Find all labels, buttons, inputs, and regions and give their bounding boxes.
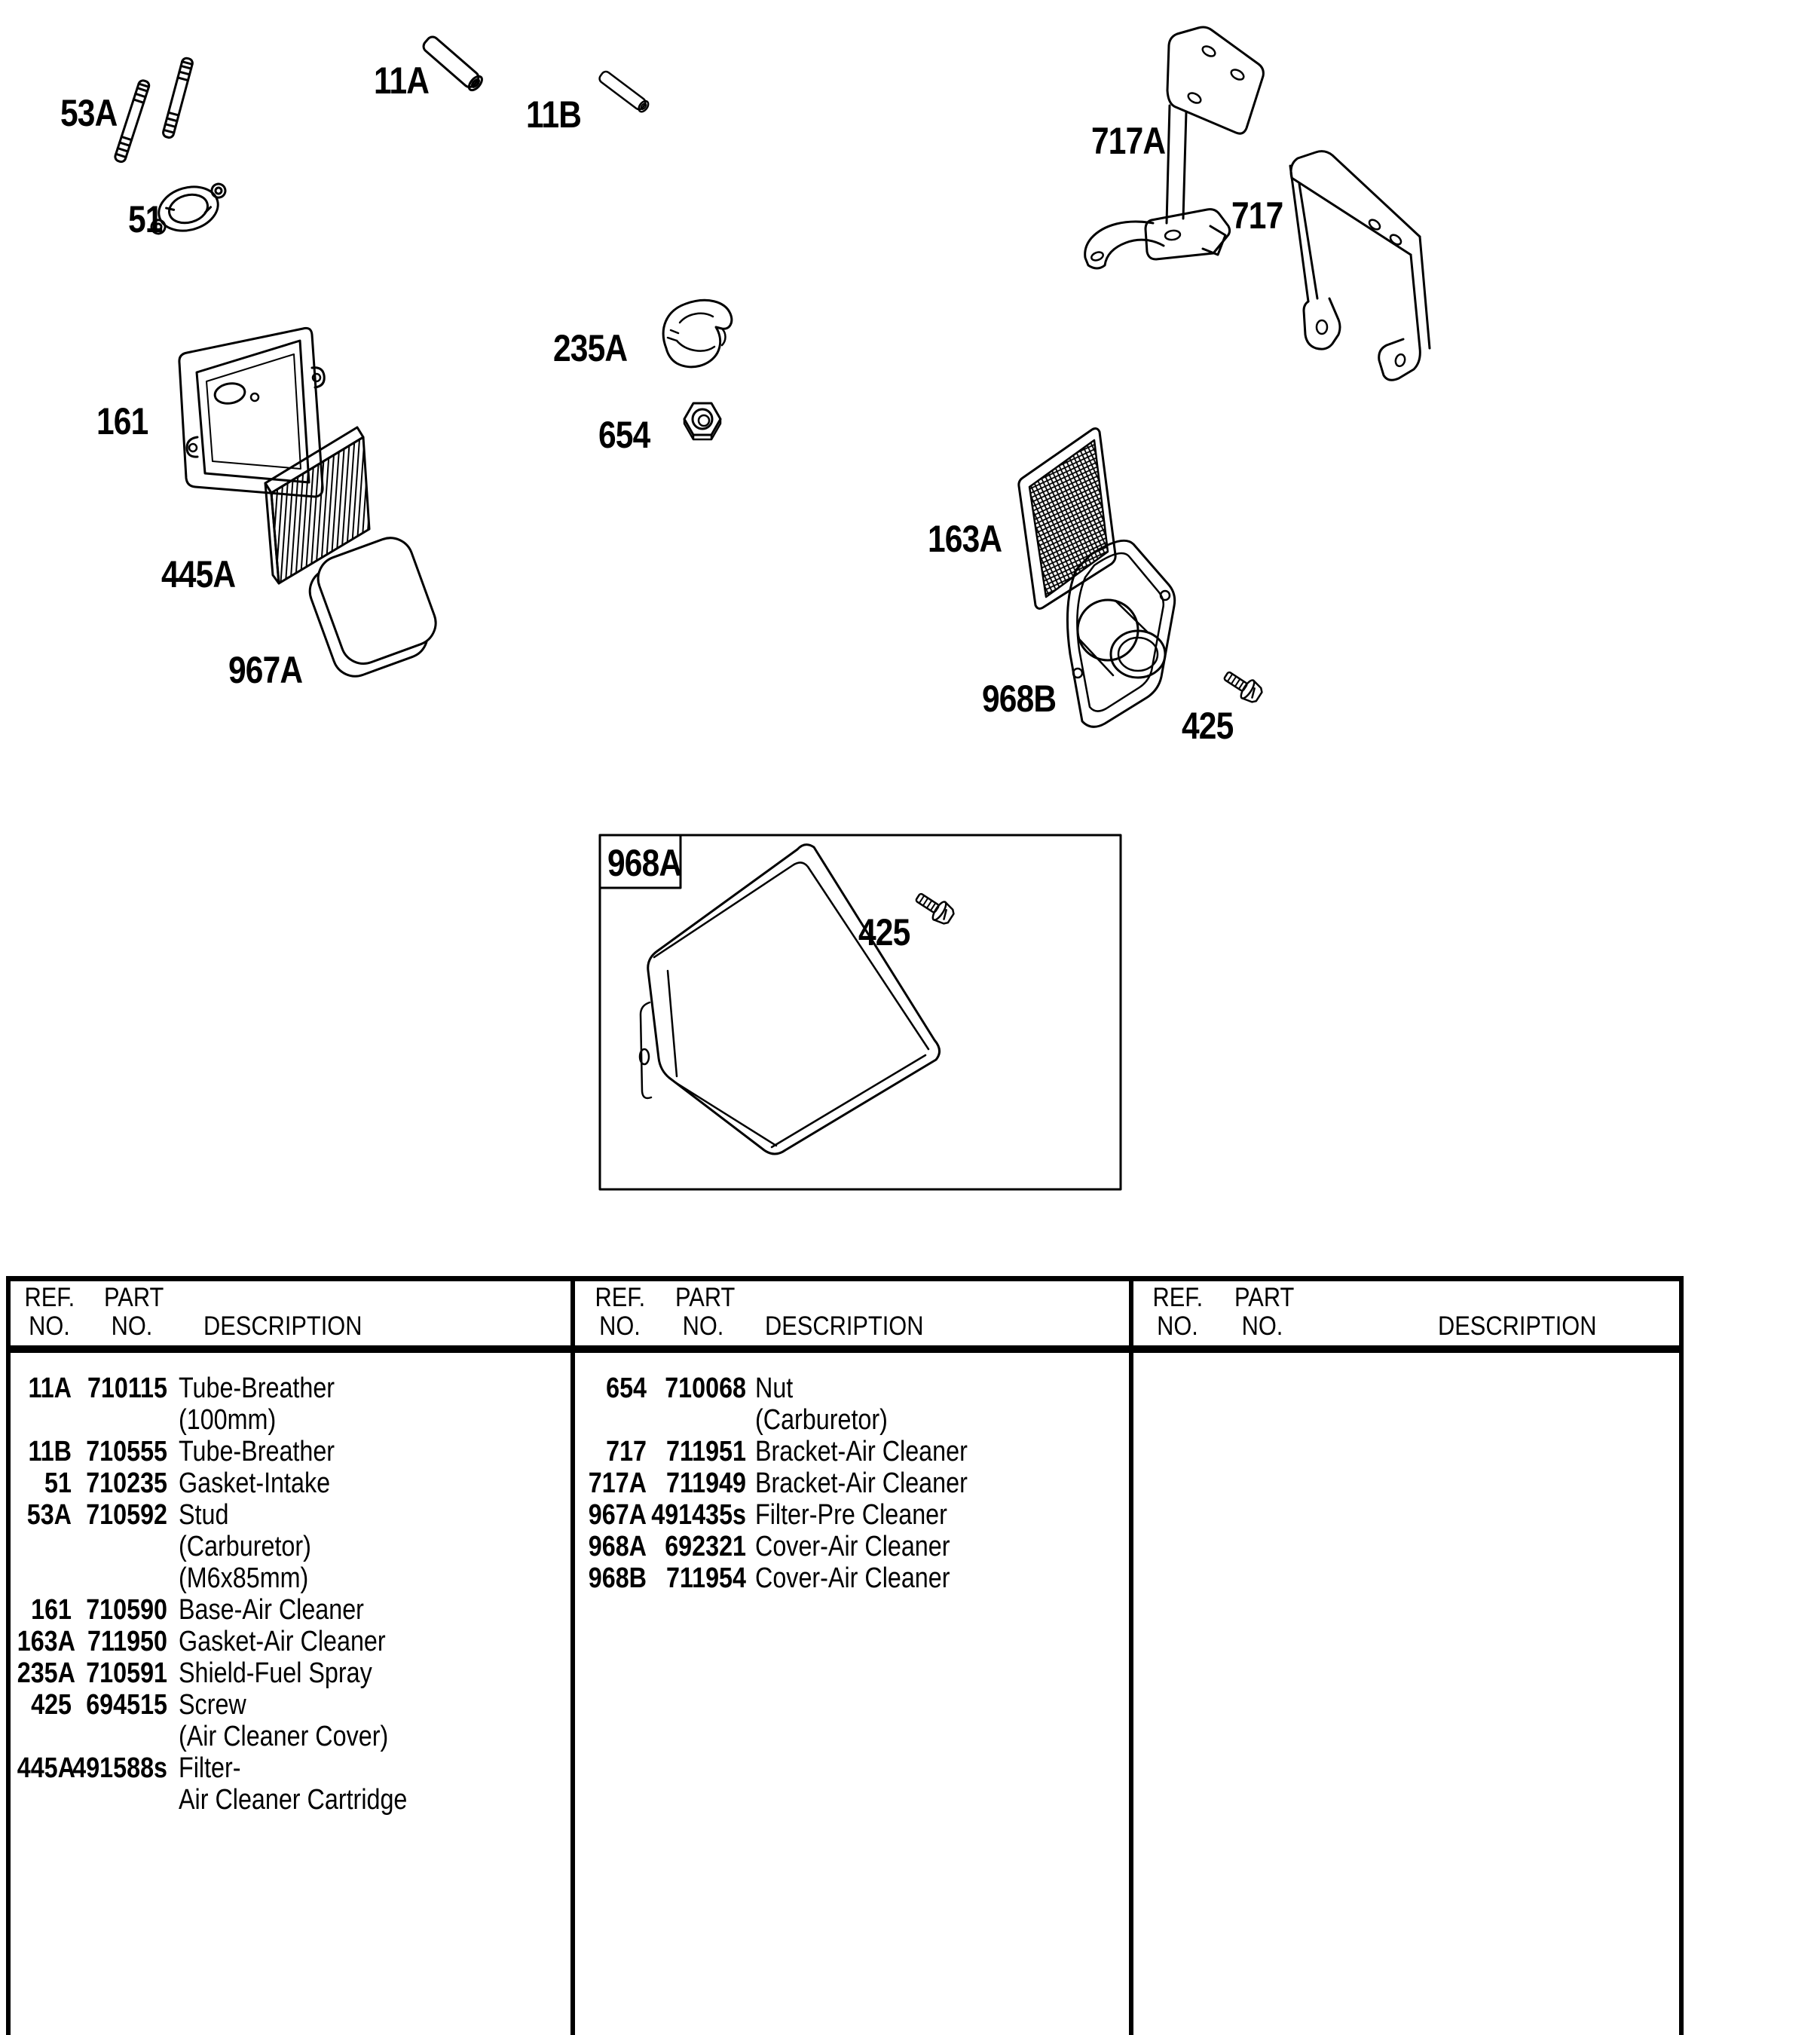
- table-cell-ref: 445A: [17, 1752, 75, 1784]
- part-label-51: 51: [128, 198, 163, 240]
- table-cell-part: 711954: [665, 1562, 746, 1594]
- table-cell-ref: 425: [31, 1689, 72, 1721]
- inset-968a-box: [600, 835, 1121, 1189]
- table-top-border: [6, 1276, 1684, 1281]
- table-cell-desc: Stud: [179, 1499, 229, 1531]
- table-cell-desc: (Carburetor): [179, 1531, 311, 1562]
- table-cell-desc: Bracket-Air Cleaner: [755, 1467, 968, 1499]
- col3-header-ref-line2: NO.: [1157, 1311, 1198, 1341]
- screw-425-box-drawing: [912, 888, 956, 927]
- table-cell-ref: 717: [606, 1436, 647, 1467]
- table-cell-part: 710235: [86, 1467, 167, 1499]
- table-cell-ref: 161: [31, 1594, 72, 1626]
- table-cell-desc: (Air Cleaner Cover): [179, 1721, 389, 1752]
- part-label-235a: 235A: [553, 327, 628, 369]
- part-label-968b: 968B: [982, 678, 1057, 720]
- col1-header-part-line2: NO.: [111, 1311, 153, 1341]
- table-cell-part: 491435s: [651, 1499, 746, 1531]
- table-cell-part: 710068: [665, 1372, 746, 1404]
- part-label-654: 654: [598, 414, 650, 456]
- table-cell-desc: Gasket-Intake: [179, 1467, 331, 1499]
- screw-425-right-drawing: [1220, 666, 1265, 705]
- tube-11b-drawing: [598, 70, 650, 114]
- table-cell-desc: Base-Air Cleaner: [179, 1594, 364, 1626]
- table-cell-part: 710115: [87, 1372, 167, 1404]
- part-label-11a: 11A: [374, 60, 430, 102]
- table-cell-part: 710591: [86, 1657, 167, 1689]
- table-cell-ref: 717A: [588, 1467, 647, 1499]
- table-cell-desc: Filter-: [179, 1752, 241, 1784]
- part-label-967a: 967A: [228, 649, 303, 691]
- part-label-968a: 968A: [607, 842, 682, 884]
- table-cell-part: 491588s: [72, 1752, 167, 1784]
- table-cell-part: 710590: [86, 1594, 167, 1626]
- col1-header-ref-line1: REF.: [24, 1283, 75, 1312]
- part-label-53a: 53A: [60, 92, 118, 134]
- table-cell-ref: 968A: [588, 1531, 647, 1562]
- part-label-445a: 445A: [161, 553, 236, 595]
- part-label-161: 161: [96, 400, 148, 442]
- table-cell-desc: Gasket-Air Cleaner: [179, 1626, 386, 1657]
- table-cell-ref: 235A: [17, 1657, 75, 1689]
- table-cell-desc: Tube-Breather: [179, 1372, 335, 1404]
- shield-235a-drawing: [663, 300, 732, 366]
- table-cell-desc: (M6x85mm): [179, 1562, 309, 1594]
- col2-header-description: DESCRIPTION: [765, 1311, 924, 1341]
- table-cell-desc: Screw: [179, 1689, 246, 1721]
- col3-header-part-line1: PART: [1234, 1283, 1295, 1312]
- stud-53a-drawing: [114, 57, 193, 163]
- cover-968a-drawing: [640, 845, 940, 1154]
- tube-11a-drawing: [421, 35, 485, 93]
- table-cell-desc: Tube-Breather: [179, 1436, 335, 1467]
- table-cell-part: 711951: [665, 1436, 746, 1467]
- table-cell-ref: 967A: [588, 1499, 647, 1531]
- parts-list-column-3: [1133, 1373, 1695, 2035]
- part-label-11b: 11B: [526, 93, 582, 136]
- col2-header-part-line2: NO.: [682, 1311, 724, 1341]
- table-cell-ref: 968B: [588, 1562, 647, 1594]
- table-cell-desc: Cover-Air Cleaner: [755, 1531, 950, 1562]
- table-cell-desc: Cover-Air Cleaner: [755, 1562, 950, 1594]
- col1-header-ref-line2: NO.: [29, 1311, 70, 1341]
- parts-list-column-1: [8, 1373, 569, 2035]
- col2-header-part-line1: PART: [675, 1283, 736, 1312]
- col2-header-ref-line2: NO.: [599, 1311, 641, 1341]
- table-cell-desc: (100mm): [179, 1404, 277, 1436]
- table-header-separator: [6, 1345, 1684, 1353]
- table-cell-ref: 53A: [26, 1499, 72, 1531]
- base-161-drawing: [179, 328, 324, 497]
- gasket-163a-drawing: [1019, 429, 1115, 609]
- bracket-717-drawing: [1290, 151, 1430, 381]
- table-cell-part: 710555: [86, 1436, 167, 1467]
- table-cell-part: 692321: [665, 1531, 746, 1562]
- part-label-163a: 163A: [928, 518, 1002, 560]
- table-cell-part: 694515: [86, 1689, 167, 1721]
- table-cell-ref: 11B: [28, 1436, 72, 1467]
- table-cell-desc: (Carburetor): [755, 1404, 888, 1436]
- col3-header-part-line2: NO.: [1241, 1311, 1283, 1341]
- table-cell-ref: 51: [44, 1467, 72, 1499]
- part-label-425-box: 425: [858, 911, 910, 953]
- part-label-425-right: 425: [1182, 705, 1234, 747]
- nut-654-drawing: [684, 403, 720, 439]
- part-label-717a: 717A: [1091, 120, 1166, 162]
- table-cell-desc: Shield-Fuel Spray: [179, 1657, 372, 1689]
- table-cell-part: 710592: [86, 1499, 167, 1531]
- table-cell-ref: 163A: [17, 1626, 75, 1657]
- col2-header-ref-line1: REF.: [595, 1283, 646, 1312]
- part-label-717: 717: [1231, 194, 1283, 237]
- table-cell-desc: Nut: [755, 1372, 794, 1404]
- table-cell-part: 711949: [665, 1467, 746, 1499]
- table-cell-ref: 654: [606, 1372, 647, 1404]
- col3-header-ref-line1: REF.: [1152, 1283, 1204, 1312]
- table-cell-desc: Filter-Pre Cleaner: [755, 1499, 947, 1531]
- parts-list-column-2: [575, 1373, 1136, 2035]
- col3-header-description: DESCRIPTION: [1438, 1311, 1597, 1341]
- col1-header-description: DESCRIPTION: [203, 1311, 362, 1341]
- col1-header-part-line1: PART: [104, 1283, 164, 1312]
- table-cell-ref: 11A: [28, 1372, 72, 1404]
- table-cell-desc: Air Cleaner Cartridge: [179, 1784, 408, 1816]
- table-cell-desc: Bracket-Air Cleaner: [755, 1436, 968, 1467]
- table-cell-part: 711950: [87, 1626, 167, 1657]
